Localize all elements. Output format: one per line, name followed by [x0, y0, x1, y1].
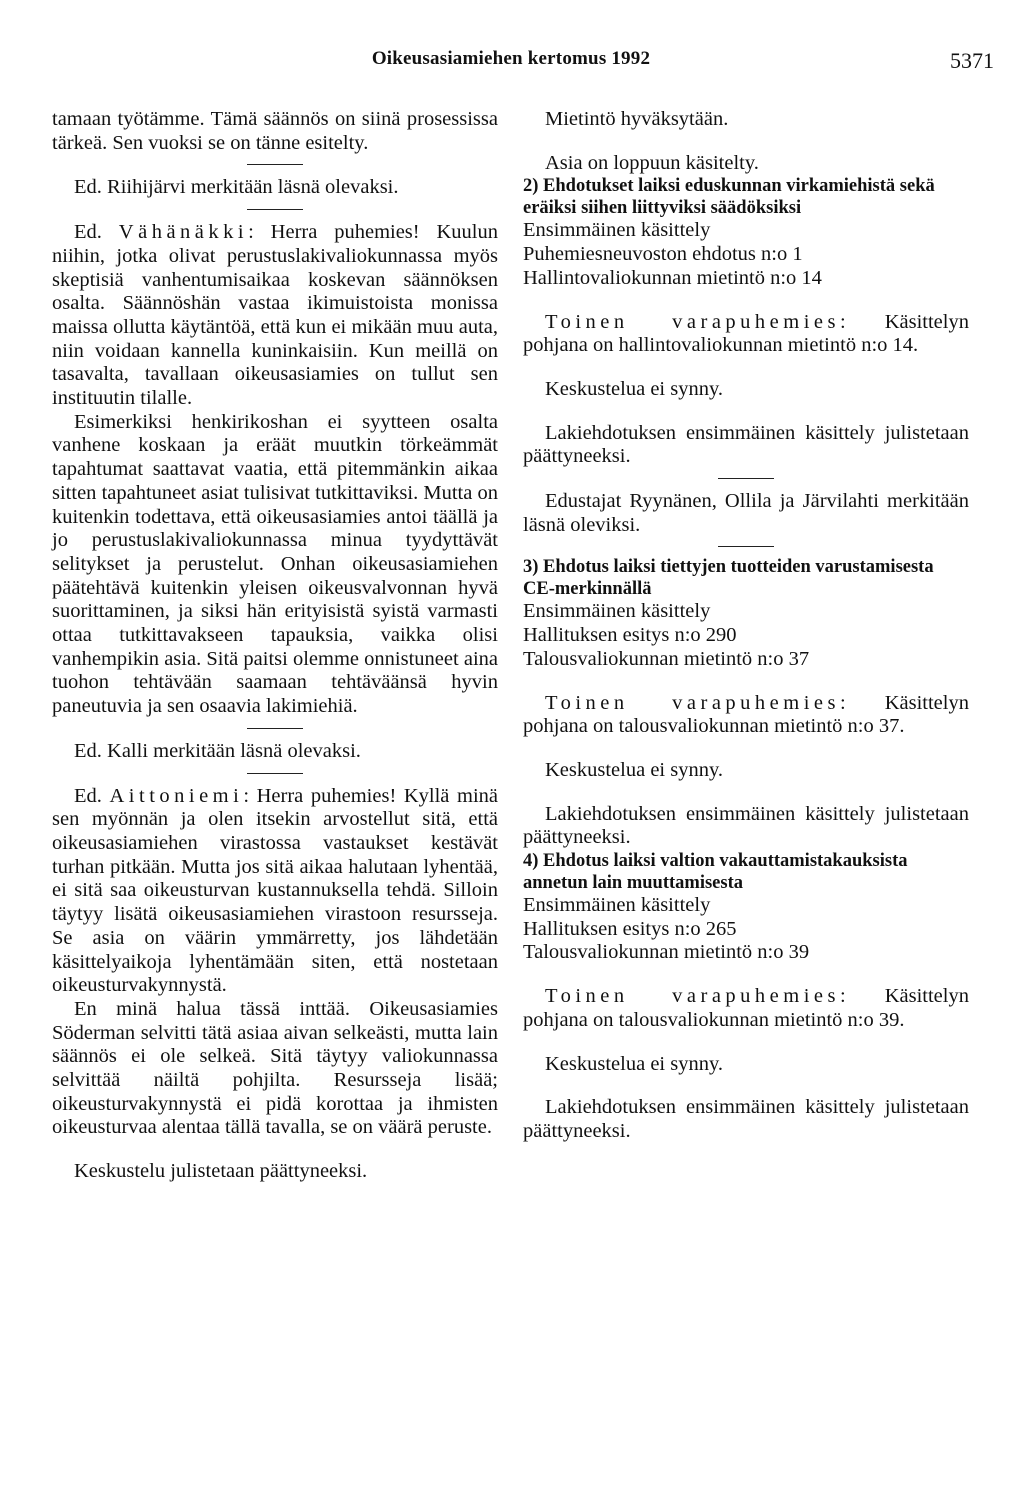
reading-stage: Ensimmäinen käsittely — [523, 894, 711, 917]
approval-note: Mietintö hyväksytään. — [545, 108, 729, 130]
proposal-reference: Hallituksen esitys n:o 290 — [523, 624, 737, 647]
attendance-note: Ed. Riihijärvi merkitään läsnä olevaksi. — [74, 176, 399, 199]
closing-note: Lakiehdotuksen ensimmäinen käsittely julistetaan päättyneeksi. — [523, 421, 969, 468]
discussion-note: Keskustelua ei synny. — [545, 1052, 724, 1075]
agenda-item-heading: 4) Ehdotus laiksi valtion vakauttamistakauksista annetun lain muuttamisesta — [523, 851, 908, 894]
paragraph-continuation: tamaan työtämme. Tämä säännös on siinä prosessissa tärkeä. Sen vuoksi se on tänne esitelty. — [52, 108, 498, 154]
committee-report: Talousvaliokunnan mietintö n:o 39 — [523, 941, 810, 964]
speaker-statement — [523, 692, 969, 739]
section-divider — [247, 773, 303, 774]
section-divider — [247, 209, 303, 210]
speaker-name: Aittoniemi — [109, 784, 244, 807]
reading-stage: Ensimmäinen käsittely — [523, 219, 711, 242]
proposal-reference: Hallituksen esitys n:o 265 — [523, 917, 737, 940]
speech-text: : Herra puhemies! Kyllä minä sen myönnän ja olen itsekin arvostellut sitä, että oikeusasiamiehen virastossa vastaukset kestävät turhan pitkään. Mutta jos sitä aikaa halutaan lyhentää, ei sitä saa oikeusturvan kustannuksella tehdä. Silloin täytyy lisätä oikeusasiamiehen virastoon resursseja. Se asia on väärin ymmärretty, jos lähdetään käsittelyaikoja lyhentämään siten, että nostetaan oikeusturvakynnystä. — [52, 784, 498, 997]
page-header — [28, 48, 994, 74]
speech-aittoniemi — [52, 785, 498, 998]
committee-report: Hallintovaliokunnan mietintö n:o 14 — [523, 266, 822, 289]
agenda-item-heading: 2) Ehdotukset laiksi eduskunnan virkamiehistä sekä eräiksi siihen liittyviksi säädöksiksi — [523, 176, 935, 219]
speaker-statement — [523, 985, 969, 1032]
section-divider — [247, 164, 303, 165]
speech-prefix: Ed. — [74, 221, 119, 244]
speaker-name: Toinen varapuhemies — [545, 691, 840, 714]
speech-text: : Herra puhemies! Kuulun niihin, jotka olivat perustuslakivaliokunnassa myös skeptisiä vanhentumisaikaa koskevan säännöksen osalta. Säännöshän vastaa ikimuistoista monissa maissa ollutta käytäntöä, että kun ei mikään muu auta, niin voidaan kannella kuninkaisiin. Kun meillä on tasavalta, tavallaan oikeusasiamies on tullut sen instituutin tilalle. — [52, 221, 498, 410]
agenda-item-heading: 3) Ehdotus laiksi tiettyjen tuotteiden varustamisesta CE-merkinnällä — [523, 557, 934, 600]
speech-prefix: Ed. — [74, 784, 110, 807]
speaker-name: Vähänäkki — [118, 221, 249, 244]
paragraph: En minä halua tässä inttää. Oikeusasiamies Söderman selvitti tätä asiaa aivan selkeästi, mutta lain säännös ei ole selkeä. Sitä täytyy valiokunnassa selvittää näiltä pohjilta. Resursseja lisää; oikeusturvakynnystä ei pidä korottaa ja ihmisten oikeusturvaa alentaa tällä tavalla, se on väärä peruste. — [52, 997, 498, 1139]
discussion-note: Keskustelua ei synny. — [545, 377, 724, 400]
reading-stage: Ensimmäinen käsittely — [523, 600, 711, 623]
attendance-note: Edustajat Ryynänen, Ollila ja Järvilahti merkitään läsnä oleviksi. — [523, 490, 969, 536]
proposal-reference: Puhemiesneuvoston ehdotus n:o 1 — [523, 243, 803, 266]
closing-note: Lakiehdotuksen ensimmäinen käsittely julistetaan päättyneeksi. — [523, 1096, 969, 1142]
speaker-name: Toinen varapuhemies — [545, 310, 840, 333]
section-divider — [718, 546, 774, 547]
closure-note: Asia on loppuun käsitelty. — [545, 151, 759, 174]
speaker-name: Toinen varapuhemies — [545, 985, 840, 1008]
section-divider — [247, 728, 303, 729]
running-title: Oikeusasiamiehen kertomus 1992 — [371, 48, 651, 69]
section-divider — [718, 478, 774, 479]
closing-note: Lakiehdotuksen ensimmäinen käsittely julistetaan päättyneeksi. — [523, 802, 969, 849]
discussion-note: Keskustelua ei synny. — [545, 758, 724, 781]
left-column — [52, 108, 498, 1184]
speech-vahanakki — [52, 221, 498, 411]
speaker-statement — [523, 311, 969, 358]
attendance-note: Ed. Kalli merkitään läsnä olevaksi. — [74, 739, 361, 762]
committee-report: Talousvaliokunnan mietintö n:o 37 — [523, 647, 810, 670]
paragraph: Esimerkiksi henkirikoshan ei syytteen osalta vanhene koskaan ja eräät muutkin törkeämmät tapahtumat saattavat vaatia, että pitemmänkin aikaa sitten tapahtuneet asiat tulisivat tutkittaviksi. Mutta on kuitenkin todettava, että oikeusasiamies antoi täällä ja jo perustuslakivaliokunnassa minua tyydyttävät selitykset ja perustelut. Onhan oikeusasiamiehen päätehtävä kuitenkin yleisen oikeusvalvonnan hyvä suorittaminen, ja siksi hän erityisistä syistä varmasti ottaa tutkittavakseen tapauksia, vaikka olisi vanhempikin asia. Sitä paitsi olemme onnistuneet aina tuohon tehtävään saamaan tehtäväänsä hyvin paneutuvia ja sen osaavia lakimiehiä. — [52, 410, 498, 718]
discussion-closed: Keskustelu julistetaan päättyneeksi. — [74, 1160, 368, 1183]
speech-text: : Käsittelyn pohjana on talousvaliokunnan mietintö n:o 39. — [523, 985, 969, 1031]
right-column — [523, 108, 969, 1144]
speech-text: : Käsittelyn pohjana on hallintovaliokunnan mietintö n:o 14. — [523, 310, 969, 357]
speech-text: : Käsittelyn pohjana on talousvaliokunnan mietintö n:o 37. — [523, 691, 969, 738]
page-number: 5371 — [950, 48, 994, 73]
